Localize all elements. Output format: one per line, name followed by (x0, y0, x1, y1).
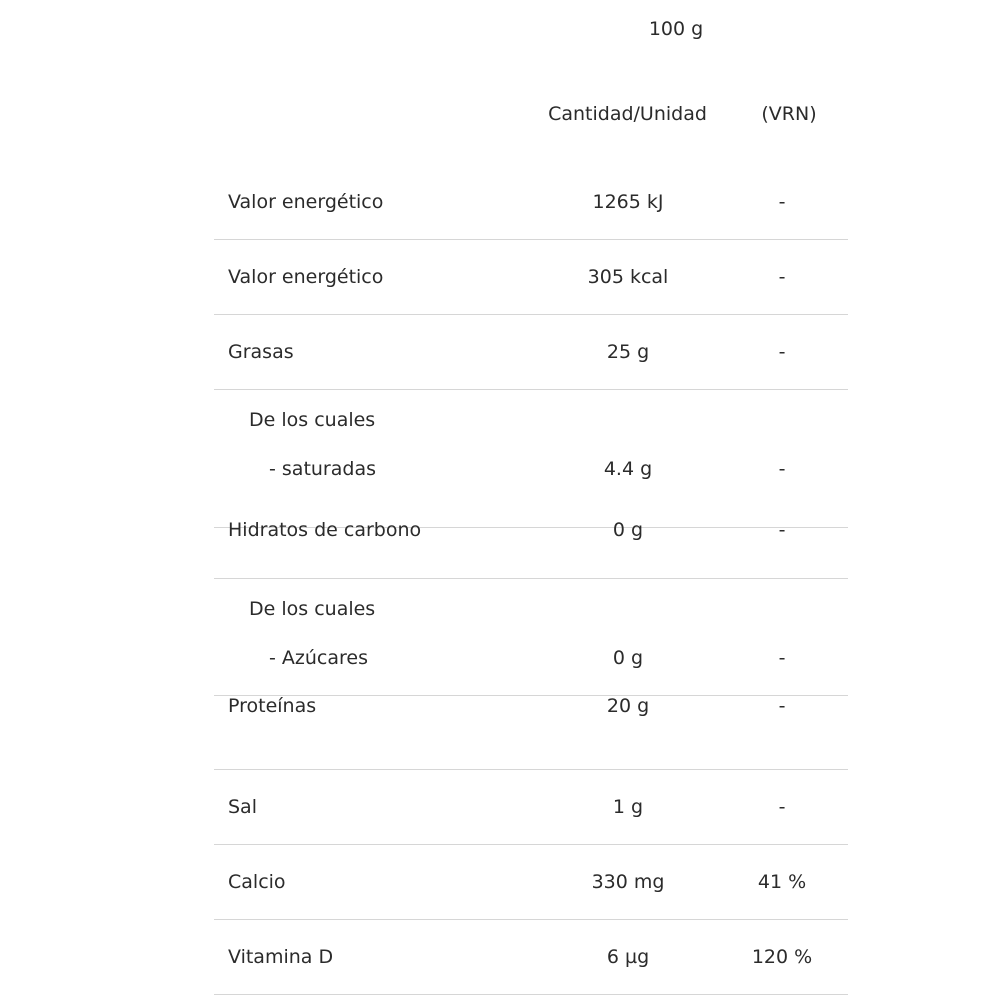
row-name: Proteínas (228, 695, 317, 717)
table-row-proteins (214, 696, 848, 770)
row-name: Sal (228, 796, 257, 818)
row-name: Valor energético (228, 191, 384, 213)
row-vrn: - (778, 341, 786, 363)
table-row-saturated (214, 390, 848, 528)
row-name: Vitamina D (228, 946, 334, 968)
row-vrn: - (778, 266, 786, 288)
row-vrn: - (778, 191, 786, 213)
row-name: Calcio (228, 871, 286, 893)
table-row-vitamin-d (214, 920, 848, 995)
row-quantity: 305 kcal (587, 266, 669, 288)
row-quantity: 4.4 g (603, 458, 653, 480)
header-quantity: Cantidad/Unidad (548, 103, 707, 125)
row-name: Valor energético (228, 266, 384, 288)
table-header (0, 103, 1000, 129)
table-row-carbohydrates (214, 519, 848, 579)
row-vrn: - (778, 796, 786, 818)
table-row-fats (214, 315, 848, 390)
row-vrn: - (778, 647, 786, 669)
table-row-energy-kj (214, 165, 848, 240)
row-quantity: 330 mg (591, 871, 665, 893)
row-quantity: 0 g (612, 647, 644, 669)
row-vrn: - (778, 695, 786, 717)
row-quantity: 25 g (606, 341, 650, 363)
table-row-sugars (214, 579, 848, 696)
row-vrn: - (778, 458, 786, 480)
row-name: - saturadas (269, 458, 376, 480)
row-vrn: 120 % (751, 946, 813, 968)
row-name: Hidratos de carbono (228, 519, 422, 541)
row-subheading: De los cuales (249, 598, 376, 620)
row-quantity: 0 g (612, 519, 644, 541)
row-quantity: 1265 kJ (592, 191, 664, 213)
nutrition-table (214, 165, 848, 995)
row-vrn: - (778, 519, 786, 541)
table-row-calcium (214, 845, 848, 920)
row-quantity: 1 g (612, 796, 644, 818)
header-vrn: (VRN) (761, 103, 817, 125)
row-name: Grasas (228, 341, 294, 363)
row-quantity: 6 µg (606, 946, 650, 968)
row-subheading: De los cuales (249, 409, 376, 431)
row-name: - Azúcares (269, 647, 368, 669)
table-row-salt (214, 770, 848, 845)
serving-size: 100 g (648, 18, 704, 40)
row-vrn: 41 % (757, 871, 807, 893)
row-quantity: 20 g (606, 695, 650, 717)
table-row-energy-kcal (214, 240, 848, 315)
